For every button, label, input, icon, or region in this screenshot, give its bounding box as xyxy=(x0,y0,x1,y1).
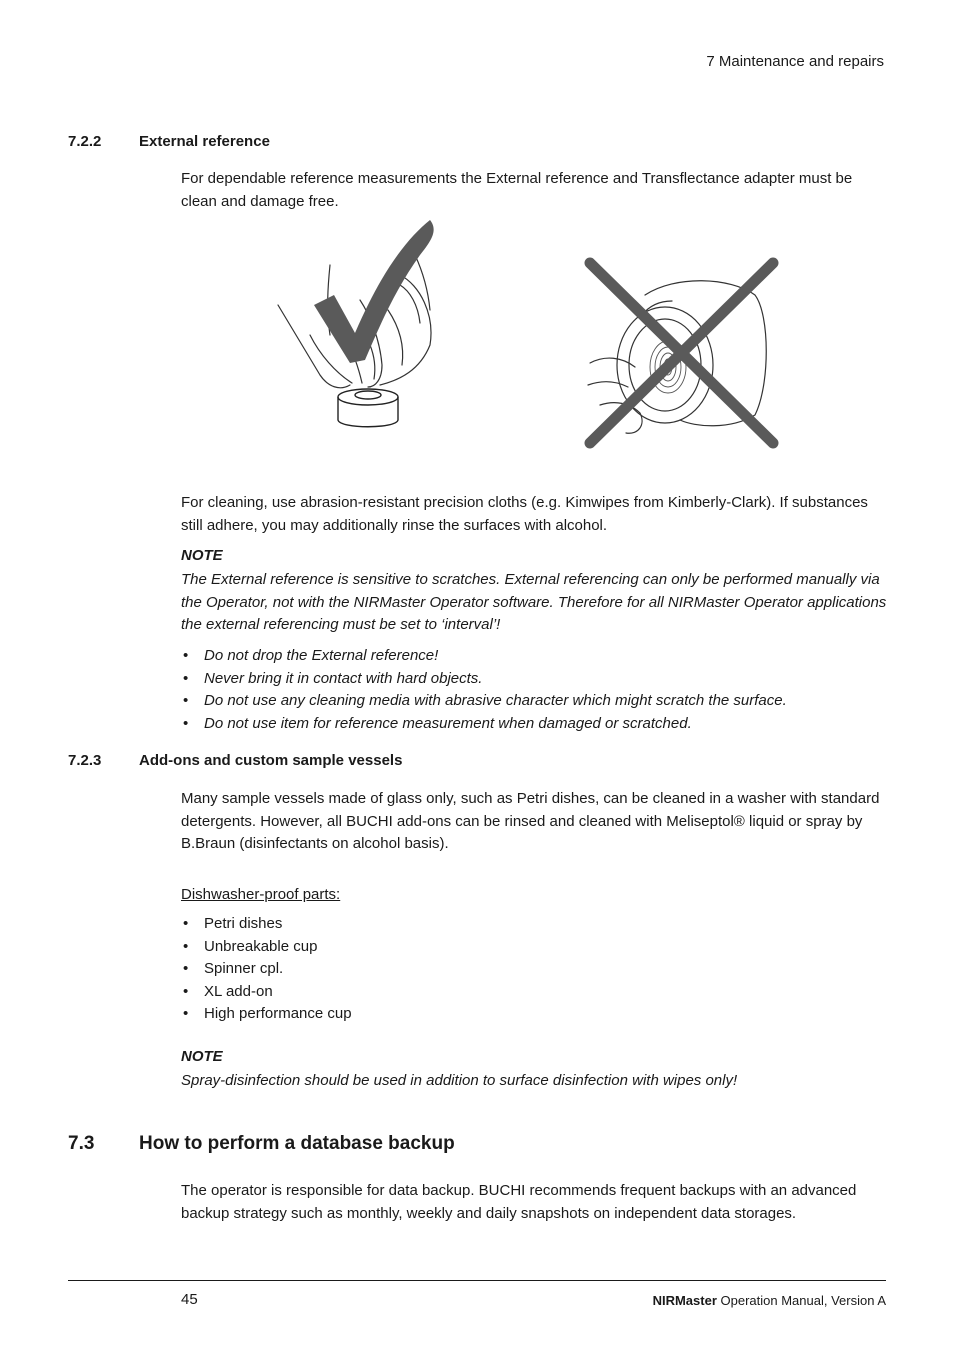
list-item: • XL add-on xyxy=(181,981,891,1004)
list-item: • Do not drop the External reference! xyxy=(181,645,891,668)
note-text: The External reference is sensitive to scratches. External referencing can only be performed manually via the Operator, not with the NIRMaster Operator software. Therefore for all NIRMaster Operator applications the external referencing must be set to ‘interval’! xyxy=(181,571,887,633)
note-label: NOTE xyxy=(181,1048,223,1065)
footer-divider xyxy=(68,1280,886,1281)
list-item: • Unbreakable cup xyxy=(181,936,891,959)
running-header: 7 Maintenance and repairs xyxy=(706,53,884,70)
note-label: NOTE xyxy=(181,547,223,564)
list-item: • Do not use item for reference measurement when damaged or scratched. xyxy=(181,713,891,736)
caution-list xyxy=(181,645,891,735)
list-item: • High performance cup xyxy=(181,1003,891,1026)
list-item: • Do not use any cleaning media with abrasive character which might scratch the surface. xyxy=(181,690,891,713)
vessels-paragraph: Many sample vessels made of glass only, such as Petri dishes, can be cleaned in a washer with standard detergents. However, all BUCHI add-ons can be rinsed and cleaned with Meliseptol® liquid or spray by B.Braun (disinfectants on alcohol basis). xyxy=(181,790,880,852)
section-number: 7.3 xyxy=(68,1133,95,1154)
brand-name: NIRMaster xyxy=(652,1293,717,1308)
manual-title: Operation Manual, Version A xyxy=(716,1293,886,1308)
page-number: 45 xyxy=(181,1291,198,1308)
cleaning-paragraph: For cleaning, use abrasion-resistant precision cloths (e.g. Kimwipes from Kimberly-Clark). If substances still adhere, you may additionally rinse the surfaces with alcohol. xyxy=(181,494,868,534)
section-number: 7.2.2 xyxy=(68,133,102,150)
list-item: • Petri dishes xyxy=(181,913,891,936)
backup-paragraph: The operator is responsible for data backup. BUCHI recommends frequent backups with an advanced backup strategy such as monthly, weekly and daily snapshots on independent data storages. xyxy=(181,1182,857,1222)
section-title: External reference xyxy=(139,133,270,150)
list-item: • Spinner cpl. xyxy=(181,958,891,981)
section-title: Add-ons and custom sample vessels xyxy=(139,752,403,769)
parts-list xyxy=(181,913,891,1026)
note-text: Spray-disinfection should be used in addition to surface disinfection with wipes only! xyxy=(181,1072,738,1089)
footer-title xyxy=(653,1293,886,1308)
correct-handling-illustration xyxy=(270,215,440,440)
section-number: 7.2.3 xyxy=(68,752,102,769)
intro-paragraph: For dependable reference measurements the External reference and Transflectance adapter must be clean and damage free. xyxy=(181,170,853,210)
checkmark-icon xyxy=(314,220,434,363)
list-heading: Dishwasher-proof parts: xyxy=(181,886,341,903)
incorrect-handling-illustration xyxy=(580,255,785,455)
list-item: • Never bring it in contact with hard objects. xyxy=(181,668,891,691)
section-title: How to perform a database backup xyxy=(139,1133,455,1154)
